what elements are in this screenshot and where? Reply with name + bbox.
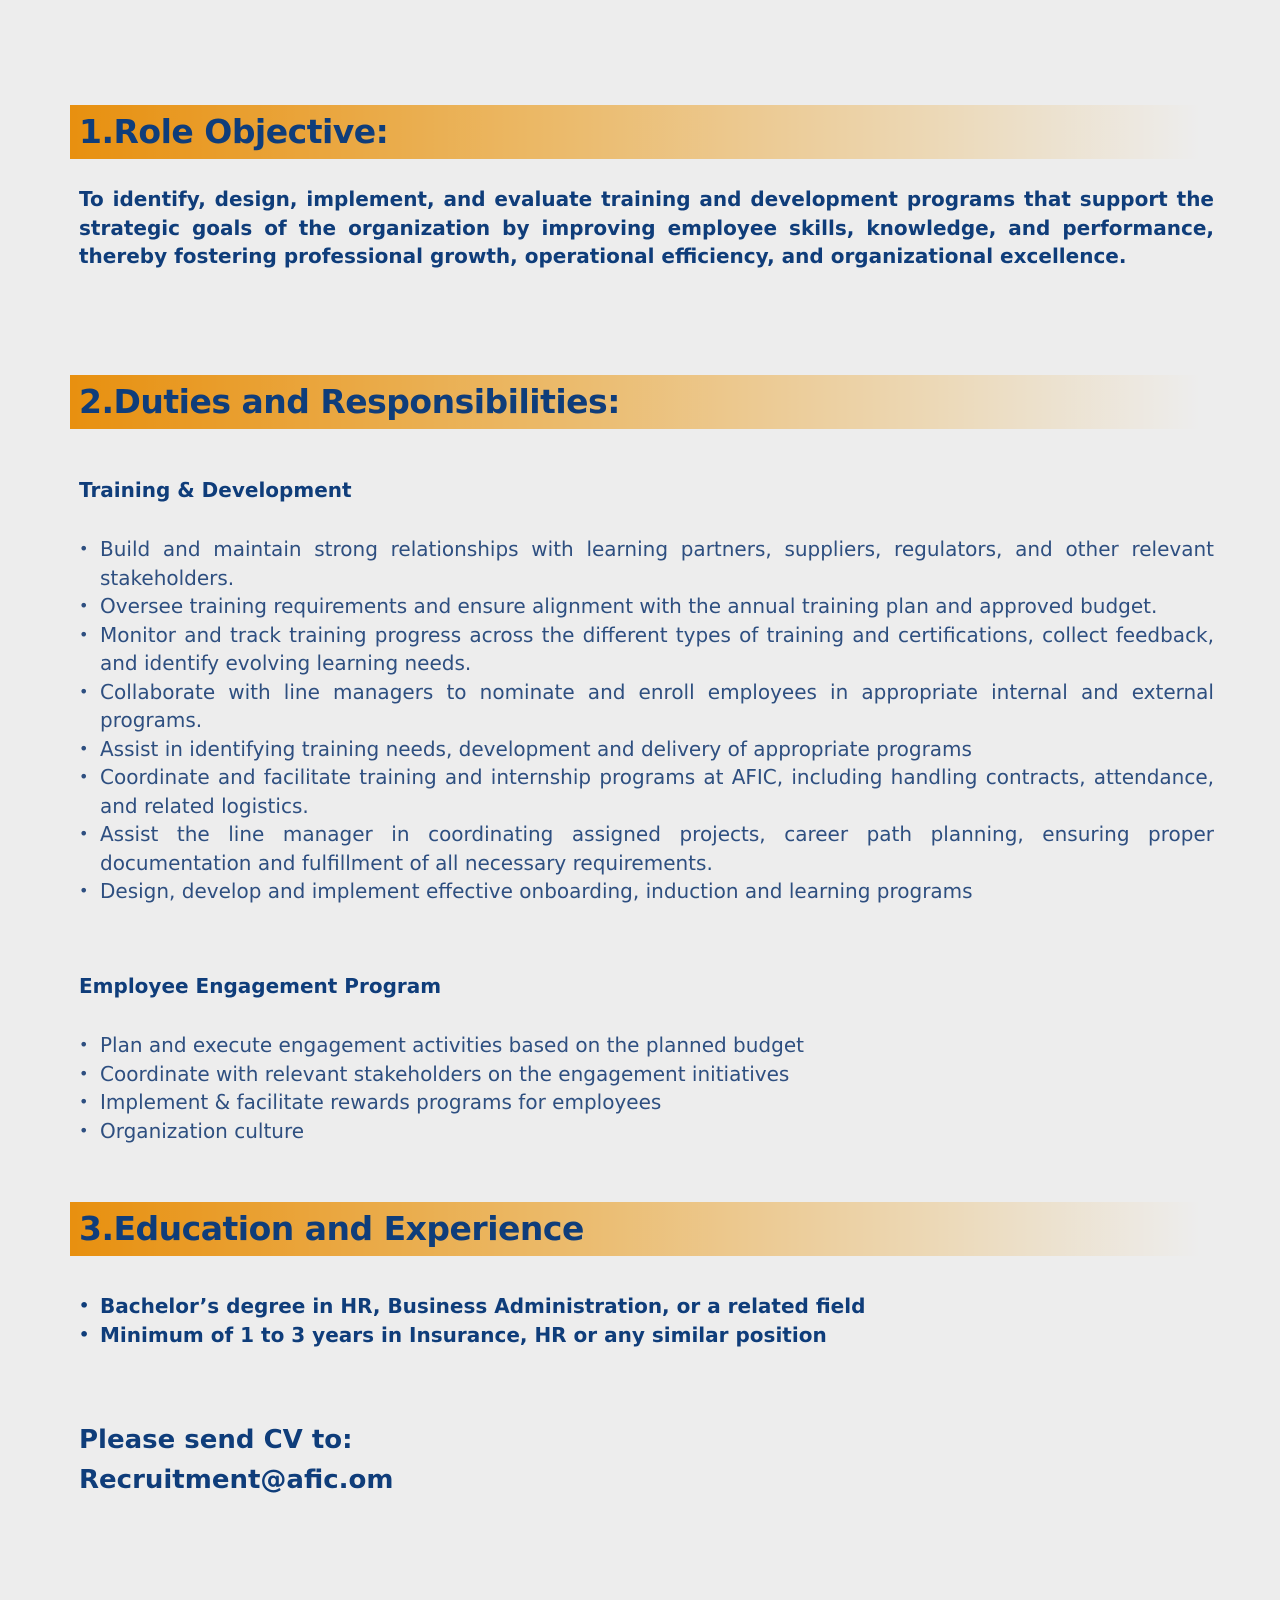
education-list xyxy=(79,1292,1214,1349)
bullet-dot-icon: • xyxy=(79,624,89,644)
contact-email-link[interactable]: Recruitment@afic.om xyxy=(79,1465,394,1495)
list-item: • Design, develop and implement effective onboarding, induction and learning programs xyxy=(79,877,1214,906)
role-objective-heading: 1.Role Objective: xyxy=(79,112,389,151)
engagement-list xyxy=(79,1031,1214,1145)
list-item: • Plan and execute engagement activities based on the planned budget xyxy=(79,1031,1214,1060)
list-item: • Implement & facilitate rewards programs for employees xyxy=(79,1088,1214,1117)
contact-label: Please send CV to: xyxy=(79,1425,353,1455)
list-item: • Assist the line manager in coordinating assigned projects, career path planning, ensuring proper documentation and fulfillment of all necessary requirements. xyxy=(79,822,1214,875)
training-subheading: Training & Development xyxy=(79,478,352,502)
list-item: • Oversee training requirements and ensure alignment with the annual training plan and approved budget. xyxy=(79,592,1214,621)
education-heading: 3.Education and Experience xyxy=(79,1209,584,1248)
list-item: • Organization culture xyxy=(79,1117,1214,1146)
training-list xyxy=(79,535,1214,906)
list-item: • Collaborate with line managers to nominate and enroll employees in appropriate internal and external programs. xyxy=(79,679,1214,732)
duties-heading: 2.Duties and Responsibilities: xyxy=(79,382,620,421)
role-objective-text: To identify, design, implement, and evaluate training and development programs that support the strategic goals of the organization by improving employee skills, knowledge, and performance, thereby fostering professional growth, operational efficiency, and organizational excellence. xyxy=(79,187,1214,268)
bullet-dot-icon: • xyxy=(79,881,89,900)
bullet-dot-icon: • xyxy=(79,738,89,758)
bullet-dot-icon: • xyxy=(79,681,89,701)
bullet-dot-icon: • xyxy=(79,1092,89,1111)
list-item: • Minimum of 1 to 3 years in Insurance, HR or any similar position xyxy=(79,1321,1214,1350)
list-item: • Monitor and track training progress across the different types of training and certifications, collect feedback, and identify evolving learning needs. xyxy=(79,622,1214,675)
engagement-subheading: Employee Engagement Program xyxy=(79,974,442,998)
list-item: • Assist in identifying training needs, development and delivery of appropriate programs xyxy=(79,735,1214,764)
list-item: • Coordinate and facilitate training and internship programs at AFIC, including handling contracts, attendance, and related logistics. xyxy=(79,765,1214,818)
bullet-dot-icon: • xyxy=(79,1035,89,1054)
bullet-dot-icon: • xyxy=(79,539,89,558)
bullet-dot-icon: • xyxy=(79,1120,89,1140)
bullet-dot-icon: • xyxy=(79,1296,90,1315)
bullet-dot-icon: • xyxy=(79,596,89,615)
bullet-dot-icon: • xyxy=(79,824,89,843)
list-item: • Build and maintain strong relationships with learning partners, suppliers, regulators, and other relevant stakeholders. xyxy=(79,537,1214,590)
list-item: • Coordinate with relevant stakeholders on the engagement initiatives xyxy=(79,1060,1214,1089)
bullet-dot-icon: • xyxy=(79,1063,89,1083)
list-item: • Bachelor’s degree in HR, Business Administration, or a related field xyxy=(79,1292,1214,1321)
bullet-dot-icon: • xyxy=(79,1324,90,1344)
bullet-dot-icon: • xyxy=(79,767,89,786)
role-objective-band xyxy=(70,105,1200,159)
education-band xyxy=(70,1202,1200,1256)
duties-band xyxy=(70,375,1200,429)
